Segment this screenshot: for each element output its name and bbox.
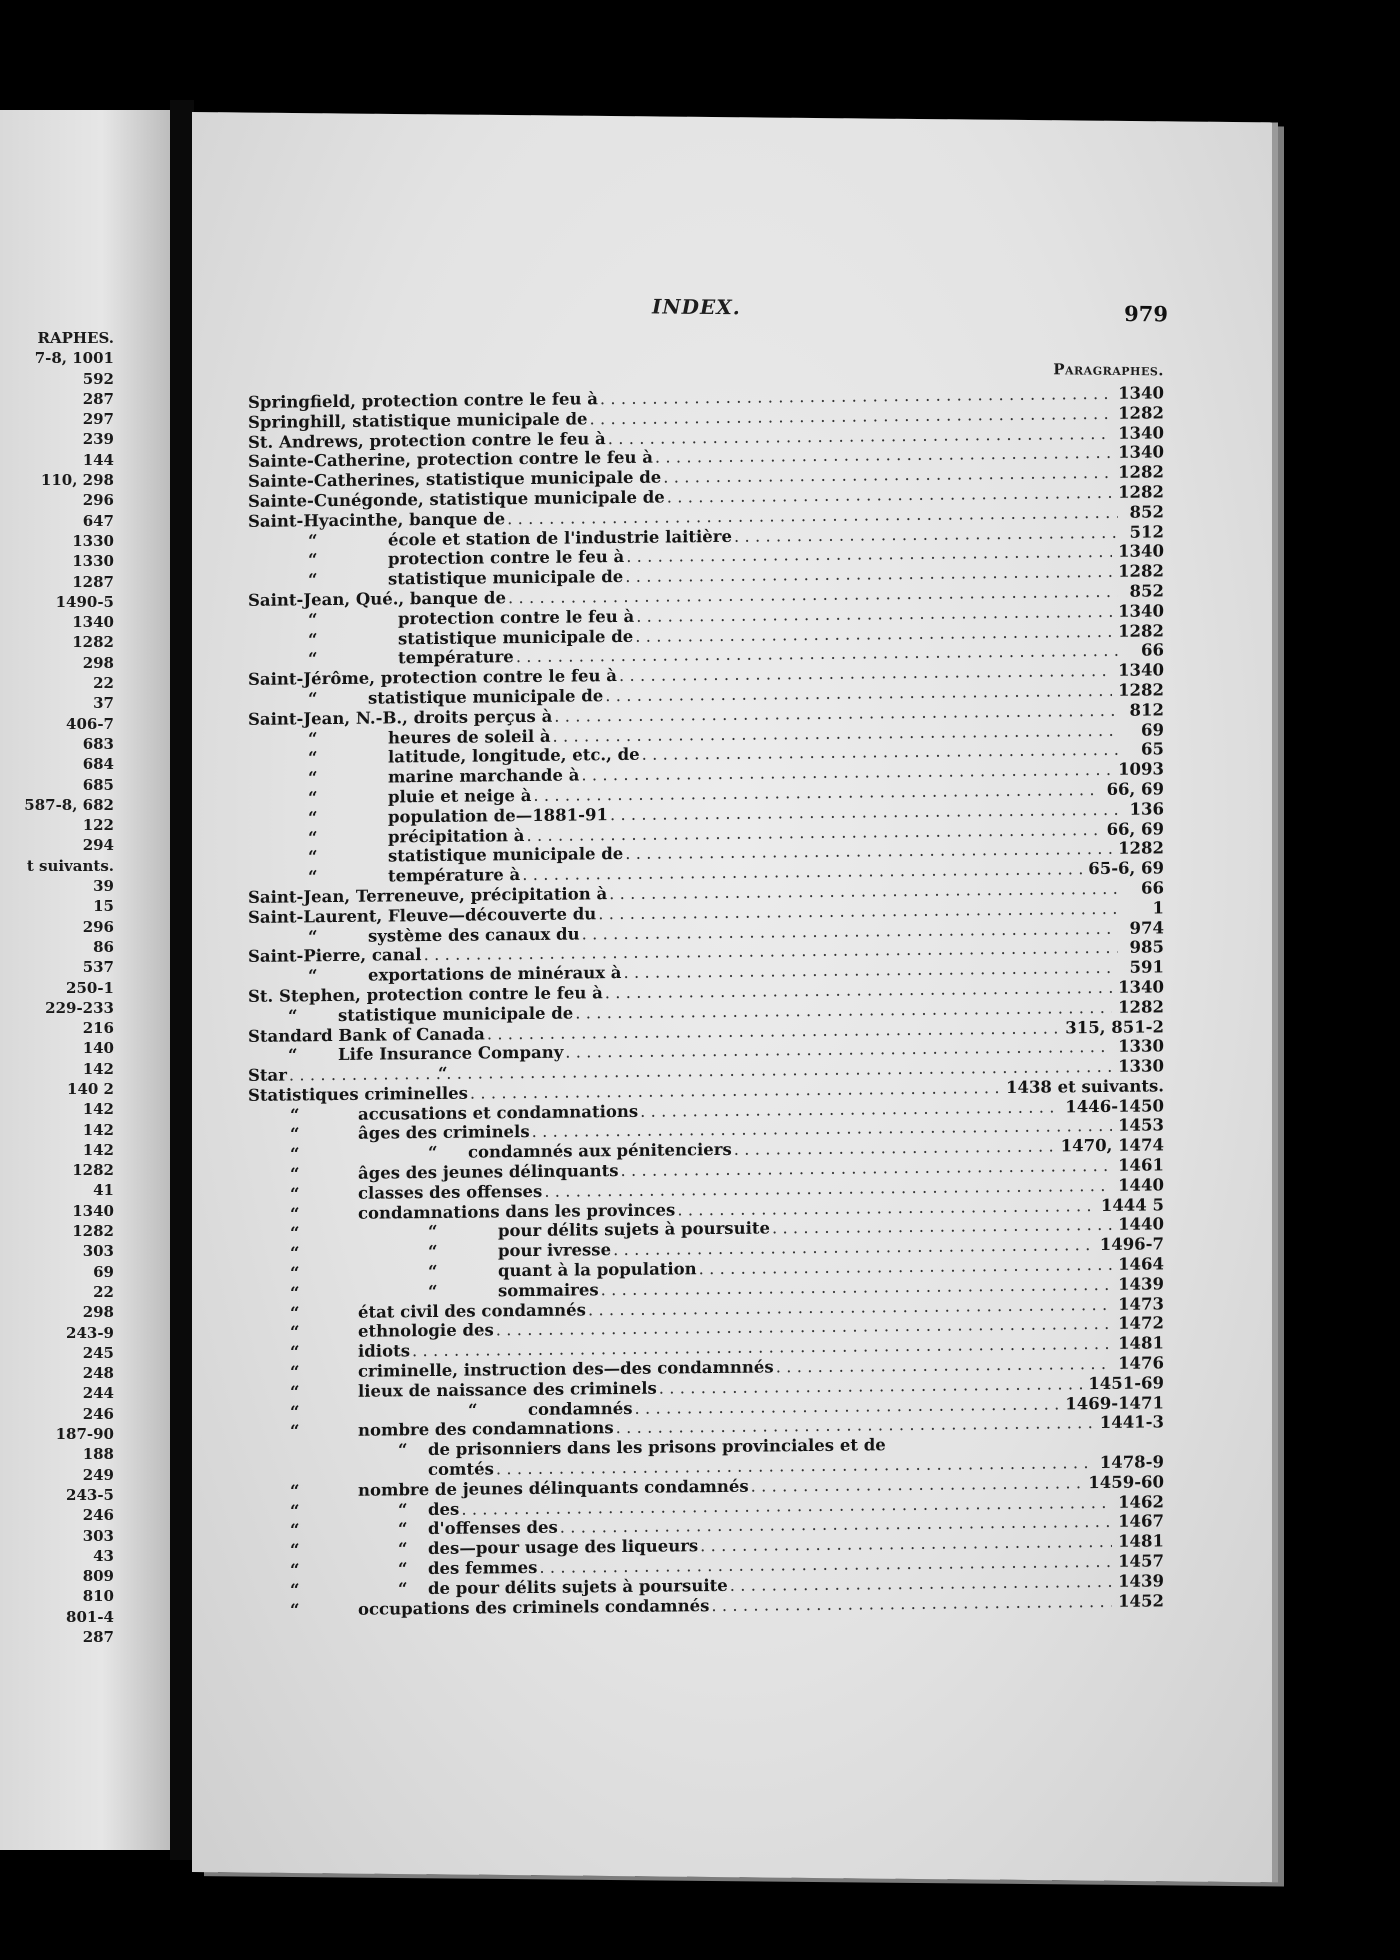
ditto-mark: “ — [290, 1322, 300, 1342]
left-page-ref: 69 — [93, 1262, 114, 1281]
entry-label: criminelle, instruction des—des condamnnés — [358, 1357, 774, 1381]
entry-label: école et station de l'industrie laitière — [388, 526, 732, 550]
entry-reference: 65 — [1141, 739, 1164, 759]
ditto-mark: “ — [308, 966, 318, 986]
page-header — [192, 290, 1272, 330]
left-page-ref: 39 — [93, 877, 114, 896]
entry-label: St. Stephen, protection contre le feu à — [248, 983, 603, 1006]
ditto-mark: “ — [428, 1281, 438, 1301]
entry-label: état civil des condamnés — [358, 1300, 586, 1322]
entry-reference: 1282 — [1118, 561, 1164, 581]
left-page-ref: 22 — [93, 1282, 114, 1301]
entry-reference: 1478-9 — [1099, 1452, 1164, 1473]
ditto-mark: “ — [290, 1105, 300, 1125]
entry-label: protection contre le feu à — [388, 547, 625, 569]
entry-label: statistique municipale de — [338, 1003, 574, 1025]
entry-reference: 1473 — [1118, 1293, 1164, 1314]
left-page-ref: 142 — [82, 1100, 114, 1119]
entry-label: Saint-Laurent, Fleuve—découverte du — [248, 903, 597, 927]
ditto-mark: “ — [290, 1481, 300, 1501]
ditto-mark: “ — [290, 1560, 300, 1580]
entry-reference: 1439 — [1118, 1274, 1164, 1294]
entry-label: Standard Bank of Canada — [248, 1023, 485, 1046]
ditto-mark: “ — [308, 629, 318, 649]
entry-label: pluie et neige à — [388, 785, 532, 807]
ditto-mark: “ — [308, 550, 318, 570]
entry-reference: 1 — [1152, 898, 1164, 918]
left-page-ref: 243-5 — [66, 1485, 114, 1504]
left-page-ref: 244 — [82, 1384, 114, 1403]
left-page-ref: 250-1 — [66, 978, 114, 997]
ditto-mark: “ — [398, 1499, 408, 1519]
ditto-mark: “ — [290, 1303, 300, 1323]
ditto-mark: “ — [398, 1440, 408, 1460]
entry-reference: 1340 — [1118, 601, 1164, 621]
entry-reference: 65-6, 69 — [1088, 858, 1164, 879]
left-page-ref: 43 — [93, 1546, 114, 1565]
left-page-ref: 296 — [82, 917, 114, 936]
entry-label: des—pour usage des liqueurs — [428, 1536, 699, 1559]
left-page-ref: 216 — [82, 1019, 114, 1038]
left-page-ref: 297 — [82, 410, 114, 429]
left-page-ref: 1282 — [72, 1222, 114, 1241]
entry-reference: 1282 — [1118, 462, 1164, 482]
left-page-ref: 406-7 — [66, 714, 114, 733]
left-page-ref: 142 — [82, 1140, 114, 1159]
ditto-mark: “ — [290, 1124, 300, 1144]
left-page-fragment — [0, 110, 170, 1850]
entry-label: statistique municipale de — [368, 686, 604, 708]
ditto-mark: “ — [290, 1223, 300, 1243]
entry-reference: 1438 et suivants. — [1005, 1076, 1164, 1097]
entry-label: condamnés aux pénitenciers — [468, 1140, 732, 1162]
entry-reference: 1481 — [1118, 1531, 1164, 1552]
entry-label: de prisonniers dans les prisons provinciales et de — [428, 1435, 886, 1460]
entry-label: Sainte-Cunégonde, statistique municipale de — [248, 487, 665, 511]
entry-reference: 985 — [1129, 937, 1164, 958]
ditto-mark: “ — [290, 1342, 300, 1362]
entry-label: occupations des criminels condamnés — [358, 1595, 710, 1619]
entry-reference: 852 — [1129, 502, 1164, 522]
left-page-ref: 298 — [82, 1303, 114, 1322]
entry-label: statistique municipale de — [388, 567, 624, 589]
entry-label: comtés — [428, 1459, 494, 1480]
index-page — [192, 112, 1272, 1882]
entry-label: Saint-Jérôme, protection contre le feu à — [248, 666, 617, 690]
entry-reference: 1459-60 — [1088, 1472, 1164, 1492]
entry-label: Springhill, statistique municipale de — [248, 409, 588, 432]
ditto-mark: “ — [290, 1501, 300, 1521]
left-page-references — [0, 328, 114, 1647]
entry-reference: 512 — [1129, 521, 1164, 542]
entry-label: lieux de naissance des criminels — [358, 1378, 657, 1401]
left-page-ref: 287 — [82, 1628, 114, 1646]
left-page-ref: 246 — [82, 1506, 114, 1525]
entry-reference: 1340 — [1118, 541, 1164, 562]
entry-reference: 1470, 1474 — [1060, 1135, 1164, 1156]
left-page-ref: 243-9 — [66, 1323, 114, 1342]
ditto-mark: “ — [398, 1559, 408, 1579]
book-gutter — [170, 100, 194, 1860]
ditto-mark: “ — [308, 867, 318, 887]
left-page-ref: 187-90 — [55, 1425, 114, 1444]
entry-label: St. Andrews, protection contre le feu à — [248, 428, 606, 452]
left-page-ref: 86 — [93, 937, 114, 956]
left-page-ref: 647 — [82, 511, 114, 530]
ditto-mark: “ — [308, 689, 318, 709]
ditto-mark: “ — [308, 609, 318, 630]
entry-reference: 1457 — [1118, 1551, 1164, 1571]
entry-label: idiots — [358, 1341, 410, 1362]
entry-reference: 591 — [1129, 957, 1164, 977]
ditto-mark: “ — [288, 1045, 298, 1065]
left-page-ref: 22 — [93, 674, 114, 693]
entry-reference: 1469-1471 — [1065, 1392, 1164, 1414]
entry-reference: 1330 — [1118, 1056, 1164, 1076]
ditto-mark: “ — [428, 1143, 438, 1163]
ditto-mark: “ — [308, 788, 318, 808]
left-page-ref: 294 — [82, 836, 114, 855]
left-page-ref: 142 — [82, 1120, 114, 1139]
ditto-mark: “ — [290, 1243, 300, 1263]
ditto-mark: “ — [290, 1540, 300, 1560]
entry-reference: 1282 — [1118, 403, 1164, 423]
entry-label: des — [428, 1499, 460, 1519]
left-page-ref: 249 — [82, 1465, 114, 1484]
left-page-ref: 1282 — [72, 1161, 114, 1180]
entry-label: sommaires — [498, 1280, 599, 1301]
entry-reference: 136 — [1129, 799, 1164, 819]
ditto-mark: “ — [428, 1222, 438, 1242]
entry-reference: 1340 — [1118, 422, 1164, 443]
left-page-ref: 1330 — [72, 531, 114, 550]
left-page-ref: 1340 — [72, 613, 114, 632]
index-entries — [248, 383, 1164, 1620]
entry-reference: 1440 — [1118, 1175, 1164, 1195]
entry-label: Saint-Jean, Qué., banque de — [248, 588, 506, 610]
entry-reference: 1282 — [1118, 838, 1164, 859]
left-page-ref: 296 — [82, 491, 114, 510]
ditto-mark: “ — [290, 1164, 300, 1184]
left-page-ref: 684 — [82, 755, 114, 774]
entry-label: statistique municipale de — [388, 844, 624, 866]
entry-label: nombre de jeunes délinquants condamnés — [358, 1476, 749, 1500]
left-page-ref: 248 — [82, 1364, 114, 1383]
ditto-mark: “ — [428, 1242, 438, 1262]
ditto-mark: “ — [308, 827, 318, 847]
left-page-ref: 142 — [82, 1059, 114, 1078]
entry-reference: 1340 — [1118, 383, 1164, 403]
entry-reference: 1451-69 — [1088, 1373, 1164, 1393]
entry-label: Springfield, protection contre le feu à — [248, 389, 598, 412]
left-page-ref: 592 — [82, 369, 114, 388]
entry-label: température à — [388, 865, 521, 886]
left-page-ref: 140 2 — [67, 1079, 114, 1098]
left-page-ref: 303 — [82, 1242, 114, 1261]
entry-reference: 1440 — [1118, 1214, 1164, 1235]
entry-label: pour ivresse — [498, 1240, 612, 1261]
left-page-ref: 188 — [82, 1445, 114, 1464]
ditto-mark: “ — [290, 1382, 300, 1402]
left-page-ref: 1287 — [72, 572, 114, 591]
ditto-mark: “ — [308, 807, 318, 828]
entry-label: protection contre le feu à — [398, 606, 635, 629]
left-page-ref: 110, 298 — [40, 471, 114, 490]
page-number: 979 — [1124, 300, 1168, 327]
entry-reference: 1472 — [1118, 1313, 1164, 1334]
ditto-mark: “ — [290, 1263, 300, 1283]
left-page-ref: 122 — [82, 816, 114, 835]
ditto-mark: “ — [438, 1063, 448, 1084]
left-page-ref: 1340 — [72, 1201, 114, 1220]
ditto-mark: “ — [308, 768, 318, 788]
ditto-mark: “ — [290, 1520, 300, 1540]
entry-label: précipitation à — [388, 825, 525, 846]
entry-reference: 1444 5 — [1100, 1195, 1164, 1215]
left-page-ref: 229-233 — [45, 998, 114, 1017]
ditto-mark: “ — [398, 1579, 408, 1599]
entry-label: âges des criminels — [358, 1122, 530, 1144]
entry-label: température — [398, 647, 514, 668]
left-page-ref: 810 — [82, 1587, 114, 1606]
left-page-ref: 37 — [93, 694, 114, 713]
left-page-ref: 144 — [82, 450, 114, 469]
entry-label: accusations et condamnations — [358, 1101, 639, 1124]
ditto-mark: “ — [290, 1580, 300, 1600]
entry-label: pour délits sujets à poursuite — [498, 1218, 770, 1241]
entry-label: Saint-Hyacinthe, banque de — [248, 509, 506, 531]
dot-leader — [888, 1448, 1118, 1450]
left-page-ref: 809 — [82, 1567, 114, 1586]
entry-reference: 1282 — [1118, 997, 1164, 1017]
ditto-mark: “ — [290, 1599, 300, 1620]
entry-label: nombre des condamnations — [358, 1418, 614, 1441]
entry-reference: 1452 — [1118, 1590, 1164, 1611]
entry-label: condamnés — [528, 1398, 633, 1419]
entry-reference: 66, 69 — [1106, 818, 1164, 839]
ditto-mark: “ — [288, 1006, 298, 1026]
left-page-ref: 245 — [82, 1343, 114, 1362]
left-page-ref: 7-8, 1001 — [34, 349, 114, 368]
entry-reference: 1467 — [1118, 1511, 1164, 1532]
column-header: Paragraphes. — [1053, 360, 1164, 380]
entry-reference: 66 — [1141, 878, 1164, 898]
left-page-ref: t suivants. — [26, 856, 114, 875]
entry-label: d'offenses des — [428, 1518, 558, 1539]
entry-reference: 66 — [1141, 640, 1164, 660]
ditto-mark: “ — [290, 1184, 300, 1204]
left-page-ref: 1490-5 — [55, 592, 114, 611]
entry-label: des femmes — [428, 1557, 538, 1579]
entry-reference: 1453 — [1118, 1115, 1164, 1136]
left-page-ref: 41 — [93, 1181, 114, 1200]
left-page-ref: 298 — [82, 653, 114, 672]
entry-label: exportations de minéraux à — [368, 963, 622, 985]
left-page-ref: 287 — [82, 389, 114, 408]
entry-label: Saint-Jean, Terreneuve, précipitation à — [248, 884, 608, 907]
entry-reference: 66, 69 — [1106, 779, 1164, 799]
ditto-mark: “ — [308, 649, 318, 669]
entry-reference: 1476 — [1118, 1353, 1164, 1373]
entry-label: Sainte-Catherines, statistique municipale de — [248, 467, 662, 492]
entry-reference: 315, 851-2 — [1065, 1016, 1164, 1037]
entry-reference: 1461 — [1118, 1155, 1164, 1175]
ditto-mark: “ — [308, 847, 318, 867]
entry-label: Life Insurance Company — [338, 1042, 564, 1065]
entry-reference: 974 — [1129, 917, 1164, 938]
entry-label: Statistiques criminelles — [248, 1083, 468, 1105]
ditto-mark: “ — [308, 728, 318, 748]
entry-reference: 1330 — [1118, 1036, 1164, 1057]
ditto-mark: “ — [398, 1539, 408, 1559]
left-page-ref: 303 — [82, 1526, 114, 1545]
ditto-mark: “ — [428, 1262, 438, 1282]
left-page-ref: 1330 — [72, 552, 114, 571]
entry-label: classes des offenses — [358, 1181, 543, 1203]
entry-label: quant à la population — [498, 1259, 697, 1281]
entry-reference: 1282 — [1118, 482, 1164, 502]
left-page-ref: 685 — [82, 775, 114, 794]
left-page-ref: 587-8, 682 — [24, 795, 114, 814]
entry-label: Star — [248, 1065, 287, 1086]
left-page-ref: 140 — [82, 1039, 114, 1058]
ditto-mark: “ — [308, 748, 318, 768]
entry-label: statistique municipale de — [398, 626, 634, 648]
ditto-mark: “ — [290, 1362, 300, 1382]
running-head: INDEX. — [652, 294, 741, 320]
left-page-column-header: RAPHES. — [37, 329, 114, 347]
entry-label: ethnologie des — [358, 1320, 494, 1342]
entry-label: système des canaux du — [368, 923, 580, 946]
entry-label: marine marchande à — [388, 765, 580, 787]
entry-reference: 1439 — [1118, 1571, 1164, 1591]
ditto-mark: “ — [308, 530, 318, 550]
ditto-mark: “ — [468, 1400, 478, 1420]
entry-label: latitude, longitude, etc., de — [388, 745, 640, 767]
entry-label: de pour délits sujets à poursuite — [428, 1575, 728, 1598]
ditto-mark: “ — [398, 1519, 408, 1539]
left-page-ref: 1282 — [72, 633, 114, 652]
dot-leader — [711, 1591, 1112, 1615]
entry-reference: 1282 — [1118, 620, 1164, 641]
entry-reference: 1093 — [1118, 759, 1164, 779]
entry-label: Saint-Jean, N.-B., droits perçus à — [248, 706, 553, 729]
left-page-ref: 537 — [82, 958, 114, 977]
ditto-mark: “ — [308, 570, 318, 590]
entry-label: population de—1881-91 — [388, 804, 608, 827]
entry-reference: 1496-7 — [1099, 1234, 1164, 1255]
entry-reference: 1481 — [1118, 1333, 1164, 1354]
entry-reference: 69 — [1141, 719, 1164, 740]
left-page-ref: 683 — [82, 734, 114, 753]
ditto-mark: “ — [308, 926, 318, 946]
entry-label: Saint-Pierre, canal — [248, 945, 422, 967]
entry-reference: 1340 — [1118, 660, 1164, 680]
entry-label: âges des jeunes délinquants — [358, 1161, 619, 1183]
entry-reference: 1282 — [1118, 680, 1164, 700]
left-page-ref: 801-4 — [66, 1607, 114, 1626]
entry-label: condamnations dans les provinces — [358, 1200, 676, 1223]
entry-label: Sainte-Catherine, protection contre le feu à — [248, 448, 653, 472]
ditto-mark: “ — [290, 1402, 300, 1422]
left-page-ref: 15 — [93, 897, 114, 916]
ditto-mark: “ — [290, 1144, 300, 1164]
entry-reference: 1340 — [1118, 442, 1164, 463]
entry-reference: 1462 — [1118, 1491, 1164, 1512]
ditto-mark: “ — [290, 1204, 300, 1224]
entry-reference: 1340 — [1118, 977, 1164, 997]
entry-reference: 1441-3 — [1099, 1412, 1164, 1433]
entry-reference: 1446-1450 — [1065, 1096, 1164, 1117]
entry-label: heures de soleil à — [388, 726, 551, 748]
left-page-ref: 246 — [82, 1404, 114, 1423]
entry-reference: 1464 — [1118, 1254, 1164, 1274]
left-page-ref: 239 — [82, 430, 114, 449]
ditto-mark: “ — [290, 1283, 300, 1303]
entry-reference: 812 — [1129, 700, 1164, 720]
entry-reference: 852 — [1129, 581, 1164, 601]
ditto-mark: “ — [290, 1421, 300, 1441]
